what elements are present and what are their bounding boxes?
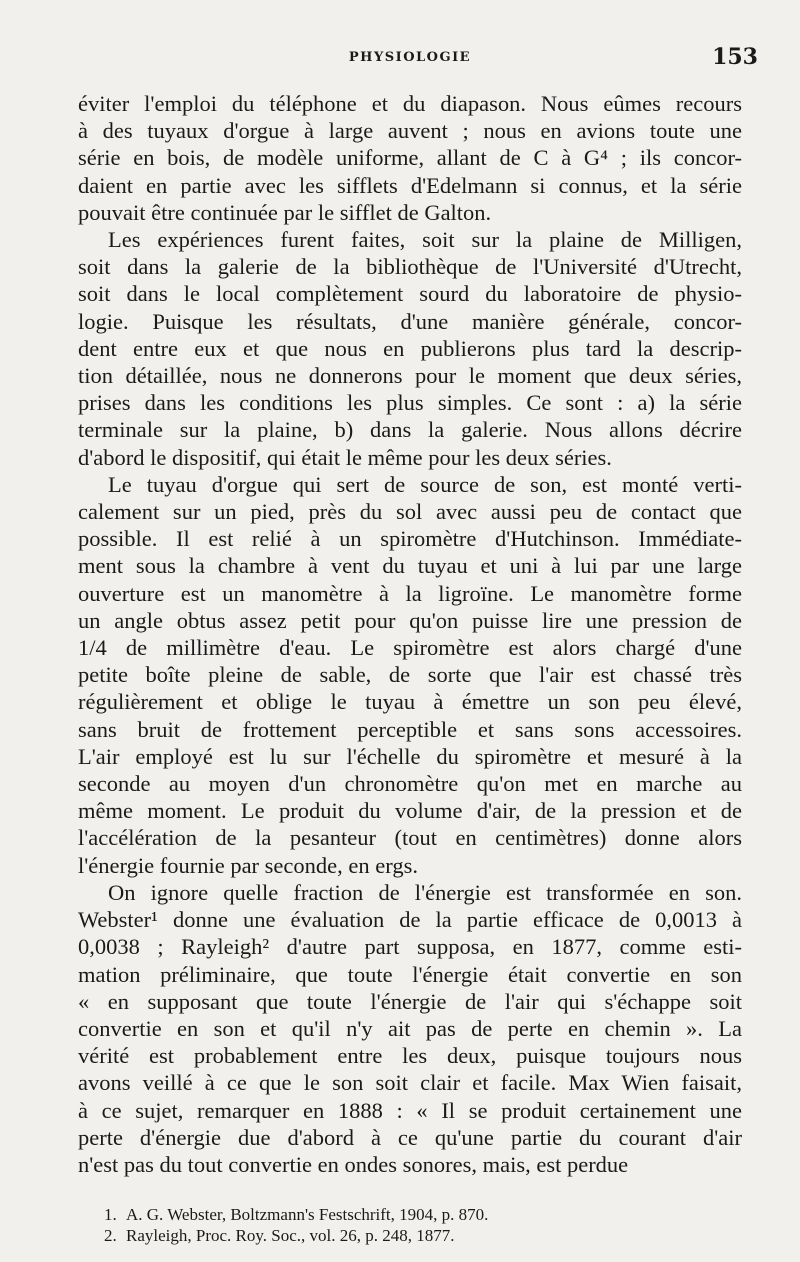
body-text: [78, 90, 742, 1178]
text-line: perte d'énergie due d'abord à ce qu'une partie du courant d'air: [78, 1124, 742, 1150]
text-line: à ce sujet, remarquer en 1888 : « Il se produit certainement une: [78, 1097, 742, 1123]
text-line: d'abord le dispositif, qui était le même pour les deux séries.: [78, 444, 612, 470]
footnote-text: A. G. Webster, Boltzmann's Festschrift, 1904, p. 870.: [126, 1205, 489, 1225]
footnote-number: 1.: [104, 1205, 117, 1225]
paragraph: [78, 471, 742, 879]
text-line: un angle obtus assez petit pour qu'on puisse lire une pression de: [78, 607, 742, 633]
page-number: 153: [712, 44, 758, 70]
text-line: 1/4 de millimètre d'eau. Le spiromètre est alors chargé d'une: [78, 635, 742, 661]
footnote: [104, 1225, 742, 1246]
page-header: [78, 44, 758, 84]
text-line: calement sur un pied, près du sol avec aussi peu de contact que: [78, 499, 742, 525]
text-line: vérité est probablement entre les deux, puisque toujours nous: [78, 1043, 742, 1069]
text-line: L'air employé est lu sur l'échelle du spiromètre et mesuré à la: [78, 743, 742, 769]
footnote-text: Rayleigh, Proc. Roy. Soc., vol. 26, p. 248, 1877.: [126, 1226, 455, 1246]
text-line: logie. Puisque les résultats, d'une manière générale, concor-: [78, 308, 742, 334]
text-line: dent entre eux et que nous en publierons plus tard la descrip-: [78, 335, 742, 361]
footnote-number: 2.: [104, 1226, 117, 1246]
book-page: [78, 44, 758, 1246]
text-line: à des tuyaux d'orgue à large auvent ; nous en avions toute une: [78, 118, 742, 144]
text-line: Le tuyau d'orgue qui sert de source de son, est monté verti-: [108, 471, 742, 497]
text-line: avons veillé à ce que le son soit clair et facile. Max Wien faisait,: [78, 1070, 742, 1096]
text-line: terminale sur la plaine, b) dans la galerie. Nous allons décrire: [78, 417, 742, 443]
text-line: pouvait être continuée par le sifflet de Galton.: [78, 199, 492, 225]
text-line: petite boîte pleine de sable, de sorte que l'air est chassé très: [78, 662, 742, 688]
text-line: sans bruit de frottement perceptible et sans sons accessoires.: [78, 716, 742, 742]
paragraph: [78, 90, 742, 226]
running-head: PHYSIOLOGIE: [348, 50, 472, 65]
footnotes: [78, 1204, 742, 1246]
text-line: Les expériences furent faites, soit sur la plaine de Milligen,: [108, 227, 742, 253]
text-line: On ignore quelle fraction de l'énergie est transformée en son.: [108, 879, 742, 905]
text-line: soit dans la galerie de la bibliothèque de l'Université d'Utrecht,: [78, 254, 742, 280]
text-line: Webster¹ donne une évaluation de la partie efficace de 0,0013 à: [78, 907, 742, 933]
text-line: l'énergie fournie par seconde, en ergs.: [78, 852, 418, 878]
text-line: soit dans le local complètement sourd du laboratoire de physio-: [78, 281, 742, 307]
text-line: ment sous la chambre à vent du tuyau et uni à lui par une large: [78, 553, 742, 579]
text-line: tion détaillée, nous ne donnerons pour le moment que deux séries,: [78, 363, 742, 389]
paragraph: [78, 879, 742, 1178]
text-line: éviter l'emploi du téléphone et du diapason. Nous eûmes recours: [78, 91, 742, 116]
footnote: [104, 1204, 742, 1225]
text-line: l'accélération de la pesanteur (tout en centimètres) donne alors: [78, 825, 742, 851]
paragraph: [78, 226, 742, 471]
text-line: 0,0038 ; Rayleigh² d'autre part supposa, en 1877, comme esti-: [78, 934, 742, 960]
text-line: prises dans les conditions les plus simples. Ce sont : a) la série: [78, 390, 742, 416]
text-line: série en bois, de modèle uniforme, allant de C à G⁴ ; ils concor-: [78, 145, 742, 171]
text-line: régulièrement et oblige le tuyau à émettre un son peu élevé,: [78, 689, 742, 715]
text-line: même moment. Le produit du volume d'air, de la pression et de: [78, 798, 742, 824]
text-line: possible. Il est relié à un spiromètre d'Hutchinson. Immédiate-: [78, 526, 742, 552]
text-line: mation préliminaire, que toute l'énergie était convertie en son: [78, 961, 742, 987]
text-line: n'est pas du tout convertie en ondes sonores, mais, est perdue: [78, 1151, 629, 1177]
text-line: convertie en son et qu'il n'y ait pas de perte en chemin ». La: [78, 1015, 742, 1041]
text-line: ouverture est un manomètre à la ligroïne. Le manomètre forme: [78, 580, 742, 606]
text-line: daient en partie avec les sifflets d'Edelmann si connus, et la série: [78, 172, 742, 198]
text-line: seconde au moyen d'un chronomètre qu'on met en marche au: [78, 771, 742, 797]
text-line: « en supposant que toute l'énergie de l'air qui s'échappe soit: [78, 988, 742, 1014]
